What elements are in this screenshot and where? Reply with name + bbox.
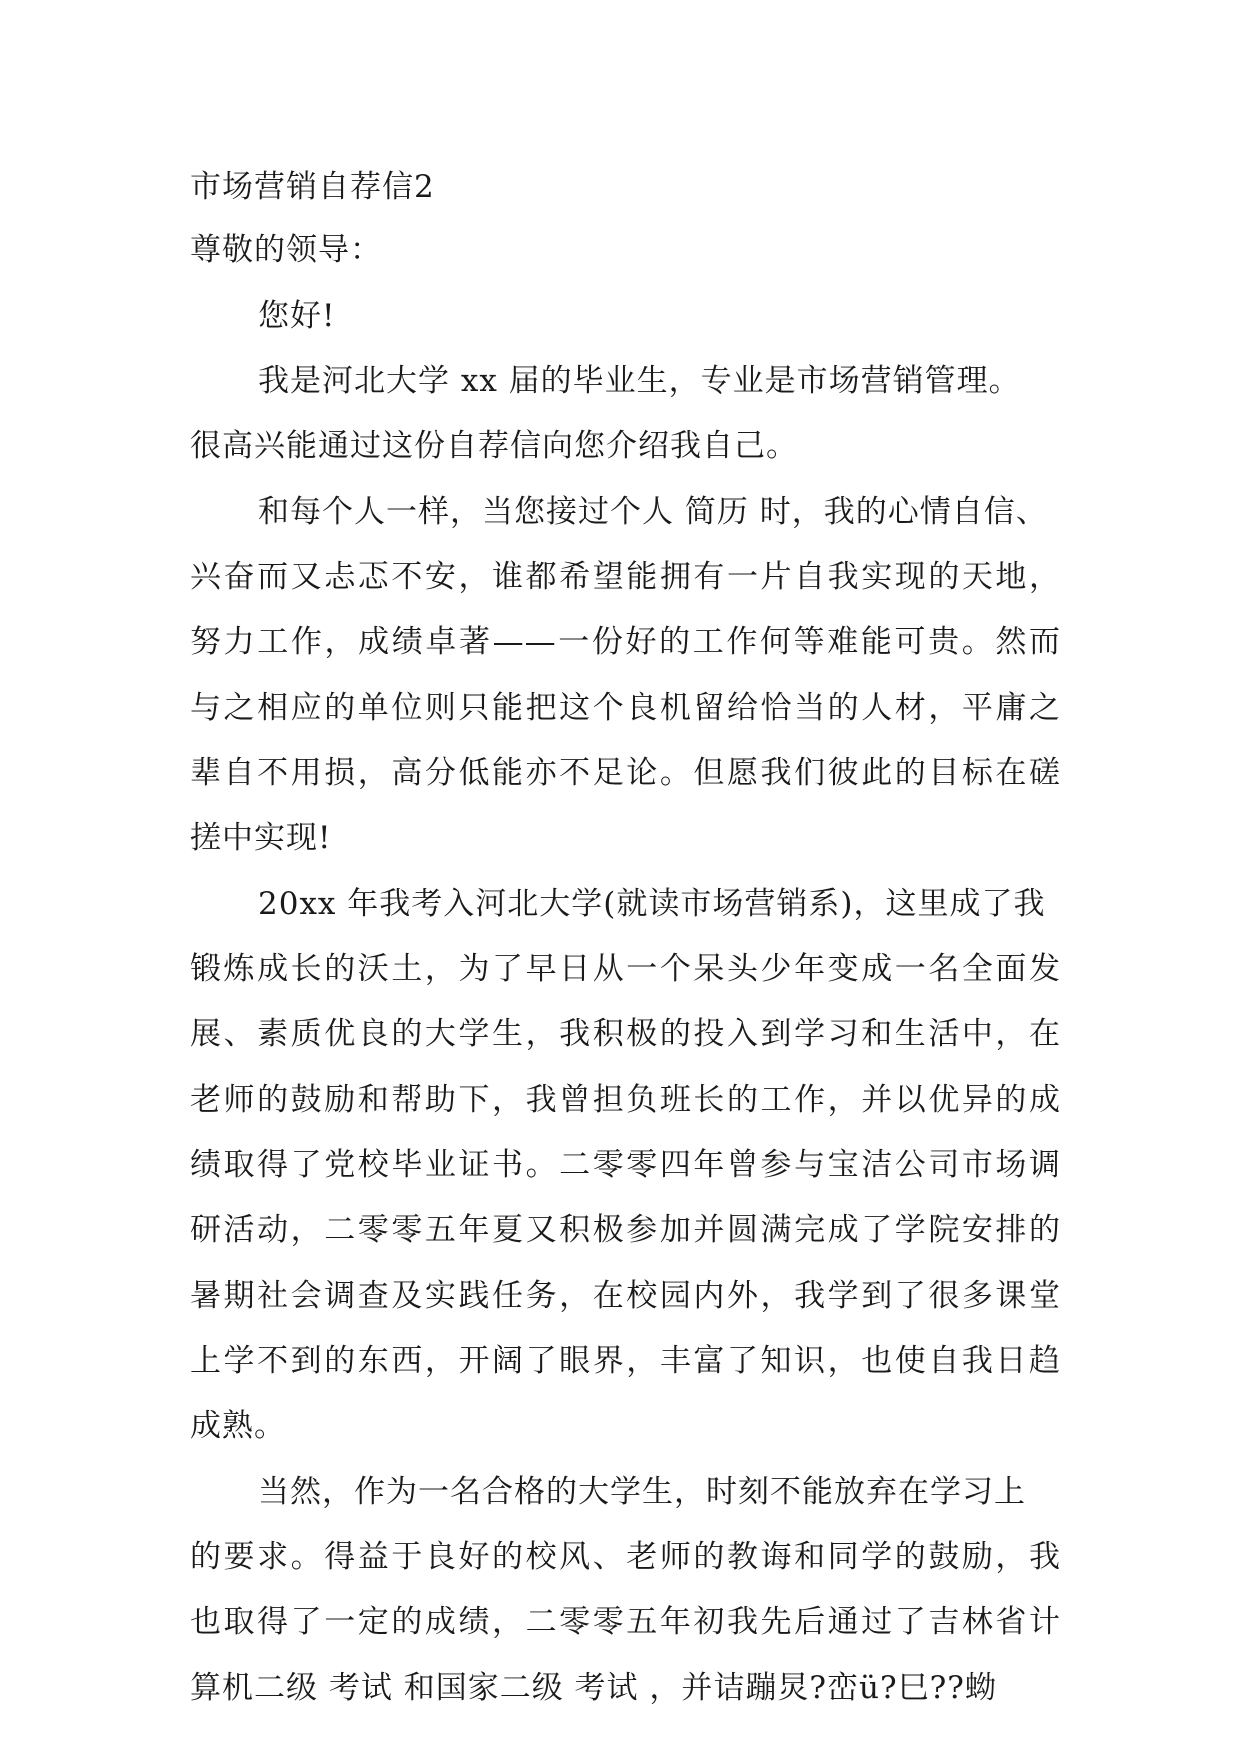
paragraph-2-line-5: 辈自不用损，高分低能亦不足论。但愿我们彼此的目标在磋 xyxy=(190,755,1061,791)
greeting: 您好! xyxy=(258,298,336,334)
salutation: 尊敬的领导： xyxy=(190,232,382,268)
paragraph-2-line-1: 和每个人一样，当您接过个人 简历 时，我的心情自信、 xyxy=(258,494,1048,530)
paragraph-3-line-6: 研活动，二零零五年夏又积极参加并圆满完成了学院安排的 xyxy=(190,1212,1061,1248)
paragraph-2-line-6: 搓中实现! xyxy=(190,820,332,856)
paragraph-2-line-3: 努力工作，成绩卓著——一份好的工作何等难能可贵。然而 xyxy=(190,624,1061,660)
paragraph-3-line-5: 绩取得了党校毕业证书。二零零四年曾参与宝洁公司市场调 xyxy=(190,1147,1061,1183)
paragraph-3-line-1: 20xx 年我考入河北大学(就读市场营销系)，这里成了我 xyxy=(258,886,1046,922)
paragraph-3-line-7: 暑期社会调查及实践任务，在校园内外，我学到了很多课堂 xyxy=(190,1278,1061,1314)
paragraph-4-line-4: 算机二级 考试 和国家二级 考试 ，并诘蹦炅?峦ü?巳??蚴 xyxy=(190,1670,997,1706)
paragraph-3-line-9: 成熟。 xyxy=(190,1408,286,1444)
paragraph-3-line-3: 展、素质优良的大学生，我积极的投入到学习和生活中，在 xyxy=(190,1016,1061,1052)
paragraph-4-line-2: 的要求。得益于良好的校风、老师的教诲和同学的鼓励，我 xyxy=(190,1539,1061,1575)
paragraph-3-line-4: 老师的鼓励和帮助下，我曾担负班长的工作，并以优异的成 xyxy=(190,1082,1061,1118)
document-title: 市场营销自荐信2 xyxy=(190,169,435,205)
paragraph-4-line-1: 当然，作为一名合格的大学生，时刻不能放弃在学习上 xyxy=(258,1474,1026,1510)
paragraph-1-line-2: 很高兴能通过这份自荐信向您介绍我自己。 xyxy=(190,428,798,464)
paragraph-3-line-2: 锻炼成长的沃土，为了早日从一个呆头少年变成一名全面发 xyxy=(190,951,1061,987)
paragraph-2-line-4: 与之相应的单位则只能把这个良机留给恰当的人材，平庸之 xyxy=(190,690,1061,726)
paragraph-4-line-3: 也取得了一定的成绩，二零零五年初我先后通过了吉林省计 xyxy=(190,1604,1061,1640)
paragraph-2-line-2: 兴奋而又忐忑不安，谁都希望能拥有一片自我实现的天地， xyxy=(190,559,1061,595)
paragraph-1-line-1: 我是河北大学 xx 届的毕业生，专业是市场营销管理。 xyxy=(258,363,1021,399)
paragraph-3-line-8: 上学不到的东西，开阔了眼界，丰富了知识，也使自我日趋 xyxy=(190,1343,1061,1379)
